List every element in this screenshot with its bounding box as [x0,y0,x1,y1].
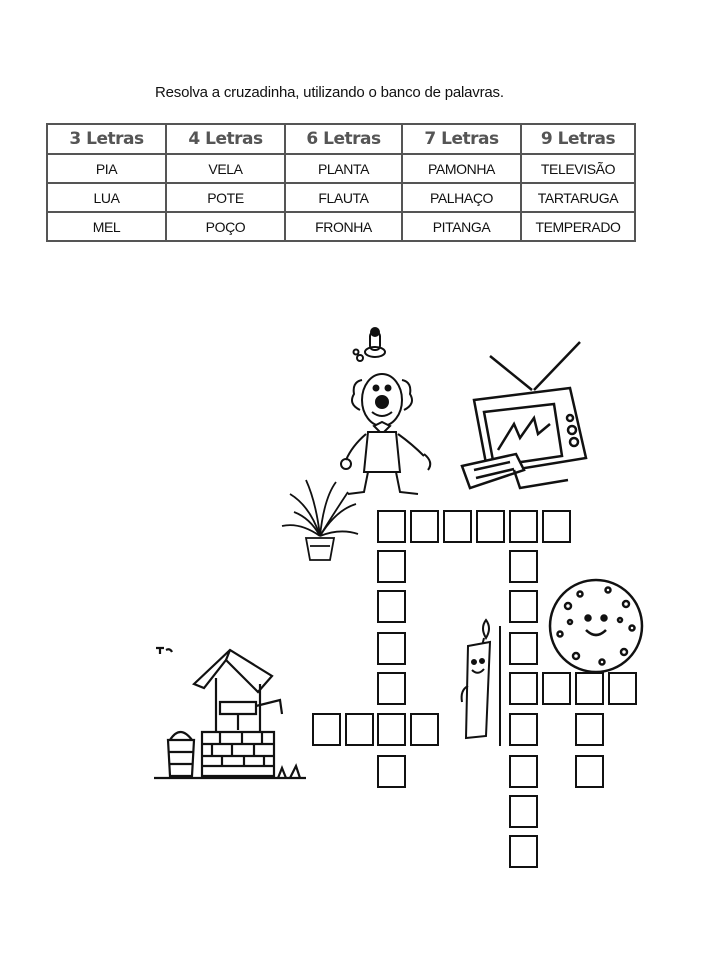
word-cell: TEMPERADO [521,212,635,241]
word-cell: PLANTA [285,154,402,183]
crossword-cell[interactable] [509,835,538,868]
word-cell: LUA [47,183,166,212]
plant-illustration [280,476,360,566]
crossword-cell[interactable] [377,713,406,746]
television-illustration [458,338,590,500]
crossword-cell[interactable] [509,755,538,788]
crossword-cell[interactable] [509,672,538,705]
word-cell: POTE [166,183,285,212]
crossword-cell[interactable] [312,713,341,746]
crossword-cell[interactable] [410,713,439,746]
crossword-cell[interactable] [377,632,406,665]
crossword-cell[interactable] [542,510,571,543]
crossword-cell[interactable] [509,550,538,583]
crossword-cell[interactable] [443,510,472,543]
header-4-letters: 4 Letras [166,124,285,154]
crossword-cell[interactable] [345,713,374,746]
crossword-cell[interactable] [542,672,571,705]
word-cell: FRONHA [285,212,402,241]
crossword-cell[interactable] [575,755,604,788]
word-cell: PAMONHA [402,154,521,183]
crossword-cell[interactable] [377,510,406,543]
word-cell: POÇO [166,212,285,241]
crossword-cell[interactable] [509,590,538,623]
candle-illustration [456,616,502,748]
header-9-letters: 9 Letras [521,124,635,154]
header-3-letters: 3 Letras [47,124,166,154]
word-cell: VELA [166,154,285,183]
word-cell: TARTARUGA [521,183,635,212]
word-cell: PIA [47,154,166,183]
crossword-cell[interactable] [509,795,538,828]
header-6-letters: 6 Letras [285,124,402,154]
table-row [47,154,635,183]
word-bank-table [46,123,636,242]
table-row [47,183,635,212]
word-cell: FLAUTA [285,183,402,212]
crossword-cell[interactable] [410,510,439,543]
table-row [47,212,635,241]
word-bank-header-row [47,124,635,154]
crossword-cell[interactable] [575,672,604,705]
crossword-cell[interactable] [509,510,538,543]
clown-illustration [338,322,440,498]
moon-illustration [546,576,646,676]
worksheet-instruction: Resolva a cruzadinha, utilizando o banco de palavras. [155,84,504,101]
word-cell: MEL [47,212,166,241]
crossword-cell[interactable] [608,672,637,705]
crossword-cell[interactable] [509,632,538,665]
crossword-cell[interactable] [509,713,538,746]
word-cell: PITANGA [402,212,521,241]
crossword-cell[interactable] [377,550,406,583]
well-illustration [150,640,310,786]
word-cell: PALHAÇO [402,183,521,212]
crossword-cell[interactable] [377,590,406,623]
header-7-letters: 7 Letras [402,124,521,154]
crossword-cell[interactable] [377,755,406,788]
crossword-cell[interactable] [476,510,505,543]
crossword-cell[interactable] [377,672,406,705]
word-cell: TELEVISÃO [521,154,635,183]
crossword-cell[interactable] [575,713,604,746]
